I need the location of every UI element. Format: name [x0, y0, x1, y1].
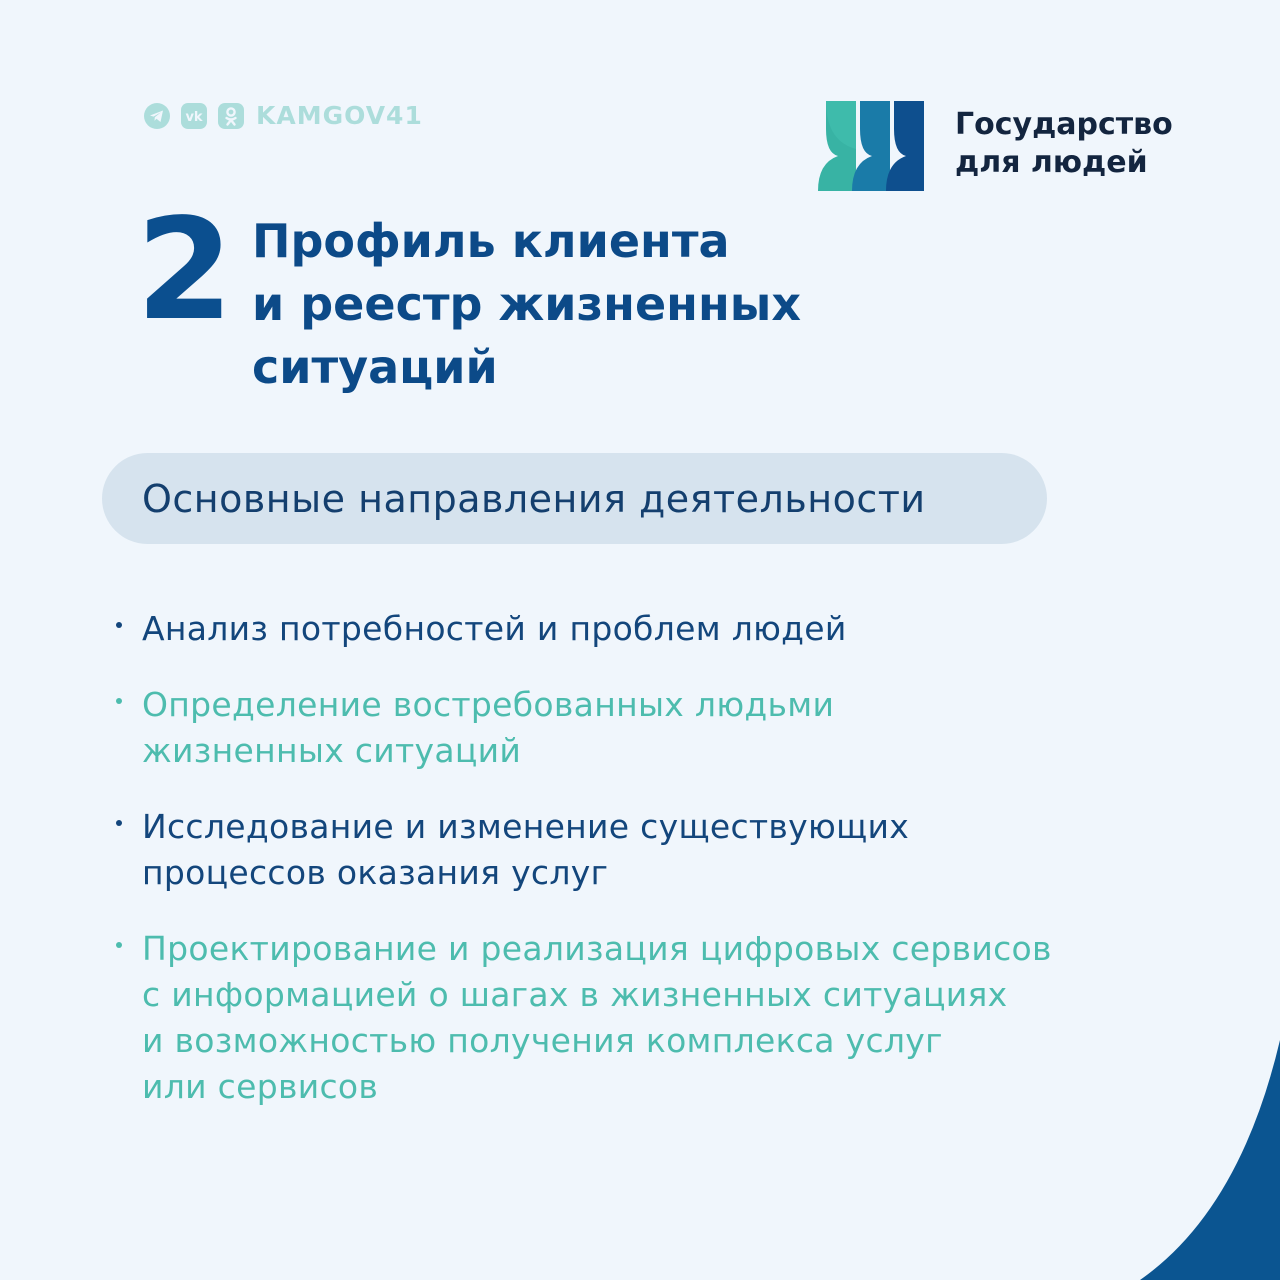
- list-item-line: Проектирование и реализация цифровых сервисов: [142, 929, 1052, 968]
- bullet-icon: [116, 820, 122, 826]
- title-line: ситуаций: [252, 340, 498, 394]
- activity-list: [116, 606, 1176, 1140]
- title-line: и реестр жизненных: [252, 277, 801, 331]
- social-links: [143, 101, 423, 130]
- list-item: [116, 682, 1176, 774]
- list-item-line: и возможностью получения комплекса услуг: [142, 1021, 943, 1060]
- page-title: [252, 210, 1012, 399]
- telegram-icon[interactable]: [143, 102, 171, 130]
- list-item-line: процессов оказания услуг: [142, 853, 609, 892]
- svg-text:vk: vk: [185, 109, 203, 125]
- brand-line-2: для людей: [955, 145, 1148, 180]
- brand-line-1: Государство: [955, 107, 1173, 142]
- list-item: [116, 606, 1176, 652]
- social-handle[interactable]: KAMGOV41: [256, 101, 423, 130]
- bullet-icon: [116, 698, 122, 704]
- list-item-line: Анализ потребностей и проблем людей: [142, 609, 847, 648]
- list-item: [116, 804, 1176, 896]
- list-item-line: или сервисов: [142, 1067, 379, 1106]
- vk-icon[interactable]: [180, 102, 208, 130]
- list-item: [116, 926, 1176, 1110]
- list-item-line: с информацией о шагах в жизненных ситуациях: [142, 975, 1008, 1014]
- list-item-line: Определение востребованных людьми: [142, 685, 835, 724]
- odnoklassniki-icon[interactable]: [217, 102, 245, 130]
- section-number: 2: [136, 189, 234, 352]
- title-line: Профиль клиента: [252, 214, 730, 268]
- list-item-line: Исследование и изменение существующих: [142, 807, 910, 846]
- gosudarstvo-dlya-lyudey-logo: [818, 101, 924, 191]
- list-item-line: жизненных ситуаций: [142, 731, 522, 770]
- bullet-icon: [116, 622, 122, 628]
- subtitle-pill: [102, 453, 1047, 544]
- bullet-icon: [116, 942, 122, 948]
- brand-name: [955, 106, 1173, 182]
- subtitle-text: Основные направления деятельности: [142, 476, 926, 521]
